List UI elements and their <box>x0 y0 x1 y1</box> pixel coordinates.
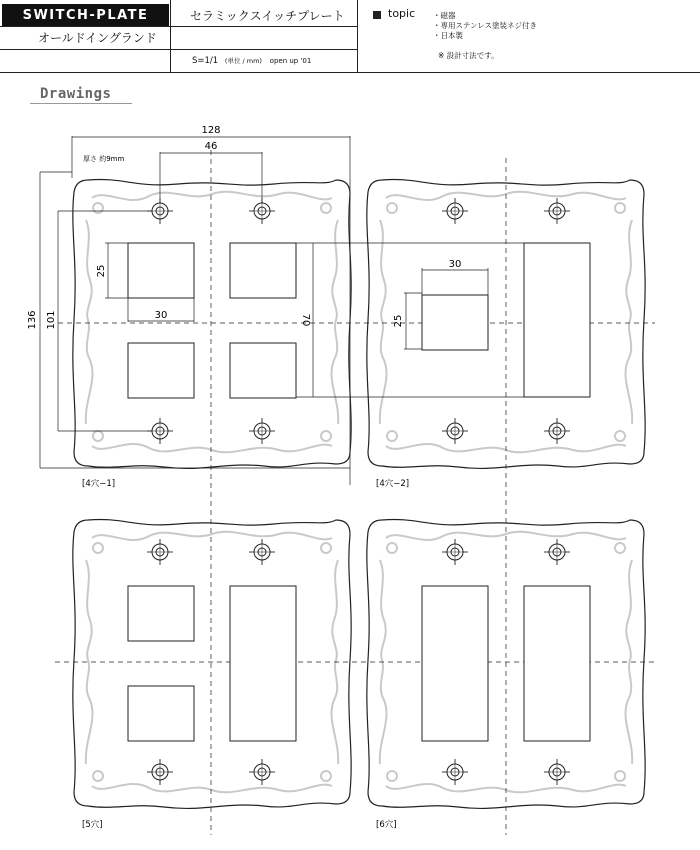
dim-b-opening-height: 25 <box>393 314 404 328</box>
plate-label-4hole-1: [4穴−1] <box>82 479 116 489</box>
topic-label: topic <box>388 7 416 20</box>
topic-item-3: ・日本製 <box>433 31 463 40</box>
plate-label-5hole: [5穴] <box>82 820 103 830</box>
opening <box>524 586 590 741</box>
brand-title: SWITCH-PLATE <box>2 4 169 26</box>
dim-b-opening-width: 30 <box>448 259 462 270</box>
ref-text: open up '01 <box>269 57 312 65</box>
opening <box>128 686 194 741</box>
opening <box>230 586 296 741</box>
opening <box>230 343 296 398</box>
topic-item-2: ・専用ステンレス塗装ネジ付き <box>433 21 538 30</box>
dim-plate-height: 136 <box>27 310 38 330</box>
opening <box>128 243 194 298</box>
dim-screw-pitch: 46 <box>204 141 218 152</box>
unit-text: (単位 / mm) <box>224 57 262 65</box>
thickness-note: 厚さ 約9mm <box>83 155 125 163</box>
opening <box>230 243 296 298</box>
opening <box>422 586 488 741</box>
dim-opening-pitch: 70 <box>300 313 311 327</box>
dim-plate-width: 128 <box>201 125 221 136</box>
series-name: オールドイングランド <box>38 31 157 45</box>
plate-5hole <box>73 519 351 808</box>
opening <box>422 295 488 350</box>
topic-item-1: ・磁器 <box>433 11 456 20</box>
plate-label-4hole-2: [4穴−2] <box>376 479 410 489</box>
opening <box>128 343 194 398</box>
opening <box>128 586 194 641</box>
dim-opening-width: 30 <box>154 310 168 321</box>
plate-label-6hole: [6穴] <box>376 820 397 830</box>
product-name: セラミックスイッチプレート <box>190 9 345 23</box>
dim-opening-height: 25 <box>96 264 107 278</box>
dim-inner-height: 101 <box>46 310 57 330</box>
opening <box>524 243 590 397</box>
design-note: ※ 設計寸法です。 <box>438 51 499 60</box>
scale-text: S=1/1 <box>192 56 219 66</box>
section-title: Drawings <box>40 86 112 102</box>
